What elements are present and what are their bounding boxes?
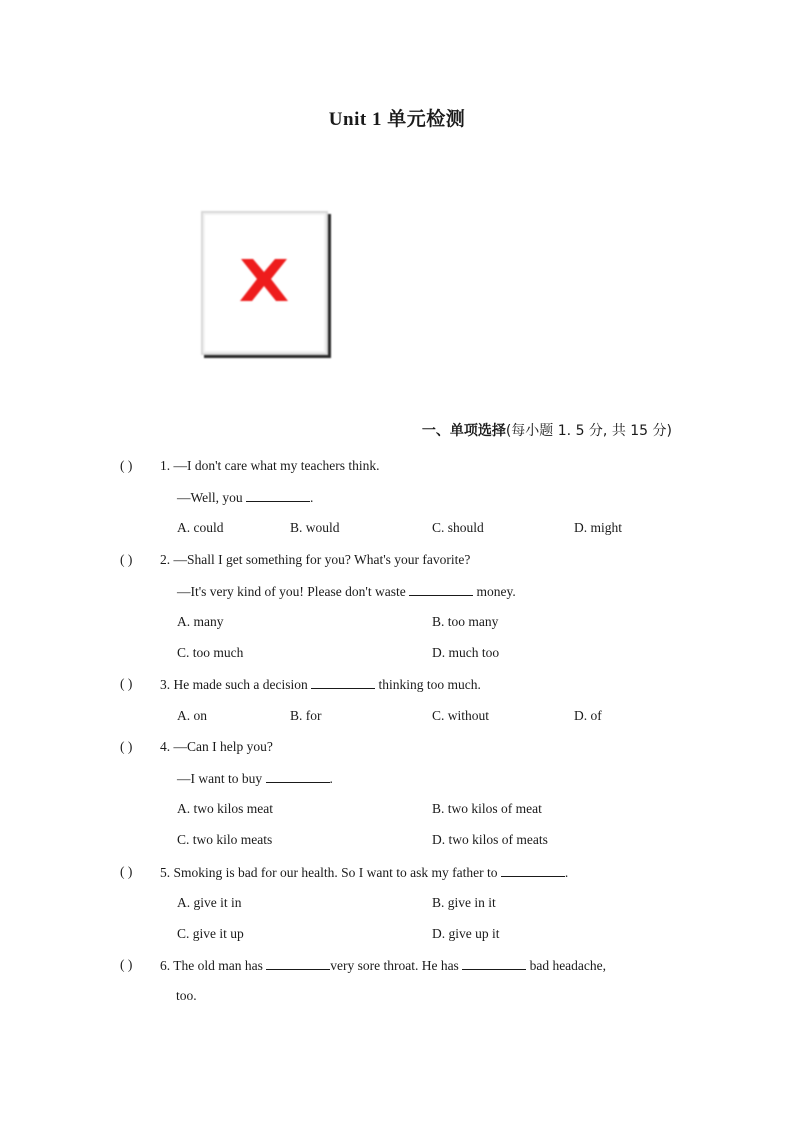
question-stem (160, 676, 481, 693)
answer-blank[interactable] (266, 957, 330, 970)
section-heading (422, 420, 672, 440)
text: . (564, 865, 569, 880)
option-c[interactable]: C. give it up (177, 926, 244, 941)
answer-blank[interactable] (246, 489, 310, 502)
option-b[interactable]: B. give in it (432, 895, 496, 910)
option-c[interactable]: C. too much (177, 645, 244, 660)
option-c[interactable]: C. two kilo meats (177, 832, 273, 847)
answer-bracket[interactable]: ( ) (120, 552, 133, 567)
option-a[interactable]: A. many (177, 614, 224, 629)
answer-blank[interactable] (409, 583, 473, 596)
answer-bracket[interactable]: ( ) (120, 864, 133, 879)
page-title: Unit 1 单元检测 (328, 109, 466, 130)
question-line-2: too. (176, 988, 197, 1003)
option-d[interactable]: D. might (574, 520, 623, 535)
text: —Well, you (177, 490, 247, 505)
question-stem: 1. —I don't care what my teachers think. (160, 458, 380, 473)
option-b[interactable]: B. too many (432, 614, 499, 629)
broken-image-icon (235, 255, 293, 305)
text: money. (473, 584, 516, 599)
answer-blank[interactable] (311, 676, 375, 689)
text: 6. The old man has (160, 958, 267, 973)
text: 3. He made such a decision (160, 677, 312, 692)
answer-blank[interactable] (501, 864, 565, 877)
text: —I want to buy (177, 771, 266, 786)
option-a[interactable]: A. two kilos meat (177, 801, 273, 816)
option-b[interactable]: B. would (290, 520, 340, 535)
option-c[interactable]: C. without (432, 708, 490, 723)
broken-image-placeholder (201, 211, 328, 355)
text: —It's very kind of you! Please don't waste (177, 584, 410, 599)
option-d[interactable]: D. give up it (432, 926, 500, 941)
question-line-2 (177, 583, 516, 600)
answer-bracket[interactable]: ( ) (120, 458, 133, 473)
answer-blank[interactable] (462, 957, 526, 970)
question-stem: 4. —Can I help you? (160, 739, 273, 754)
question-stem: 2. —Shall I get something for you? What's your favorite? (160, 552, 471, 567)
text: 5. Smoking is bad for our health. So I want to ask my father to (160, 865, 501, 880)
question-line-2 (177, 770, 333, 787)
answer-blank[interactable] (266, 770, 330, 783)
option-a[interactable]: A. on (177, 708, 207, 723)
question-stem (160, 957, 606, 974)
option-d[interactable]: D. two kilos of meats (432, 832, 548, 847)
option-c[interactable]: C. should (432, 520, 484, 535)
text: thinking too much. (375, 677, 481, 692)
option-b[interactable]: B. for (290, 708, 322, 723)
answer-bracket[interactable]: ( ) (120, 957, 133, 972)
answer-bracket[interactable]: ( ) (120, 676, 133, 691)
section-heading-label: 一、单项选择 (421, 423, 506, 439)
section-scoring: (每小题 1. 5 分, 共 15 分) (505, 423, 672, 439)
option-b[interactable]: B. two kilos of meat (432, 801, 542, 816)
answer-bracket[interactable]: ( ) (120, 739, 133, 754)
text: . (310, 490, 314, 505)
text: very sore throat. He has (330, 958, 463, 973)
option-d[interactable]: D. much too (432, 645, 500, 660)
option-a[interactable]: A. give it in (177, 895, 242, 910)
question-stem (160, 864, 568, 881)
question-line-2 (177, 489, 313, 506)
text: bad headache, (526, 958, 607, 973)
text: . (329, 771, 333, 786)
option-d[interactable]: D. of (574, 708, 602, 723)
option-a[interactable]: A. could (177, 520, 224, 535)
